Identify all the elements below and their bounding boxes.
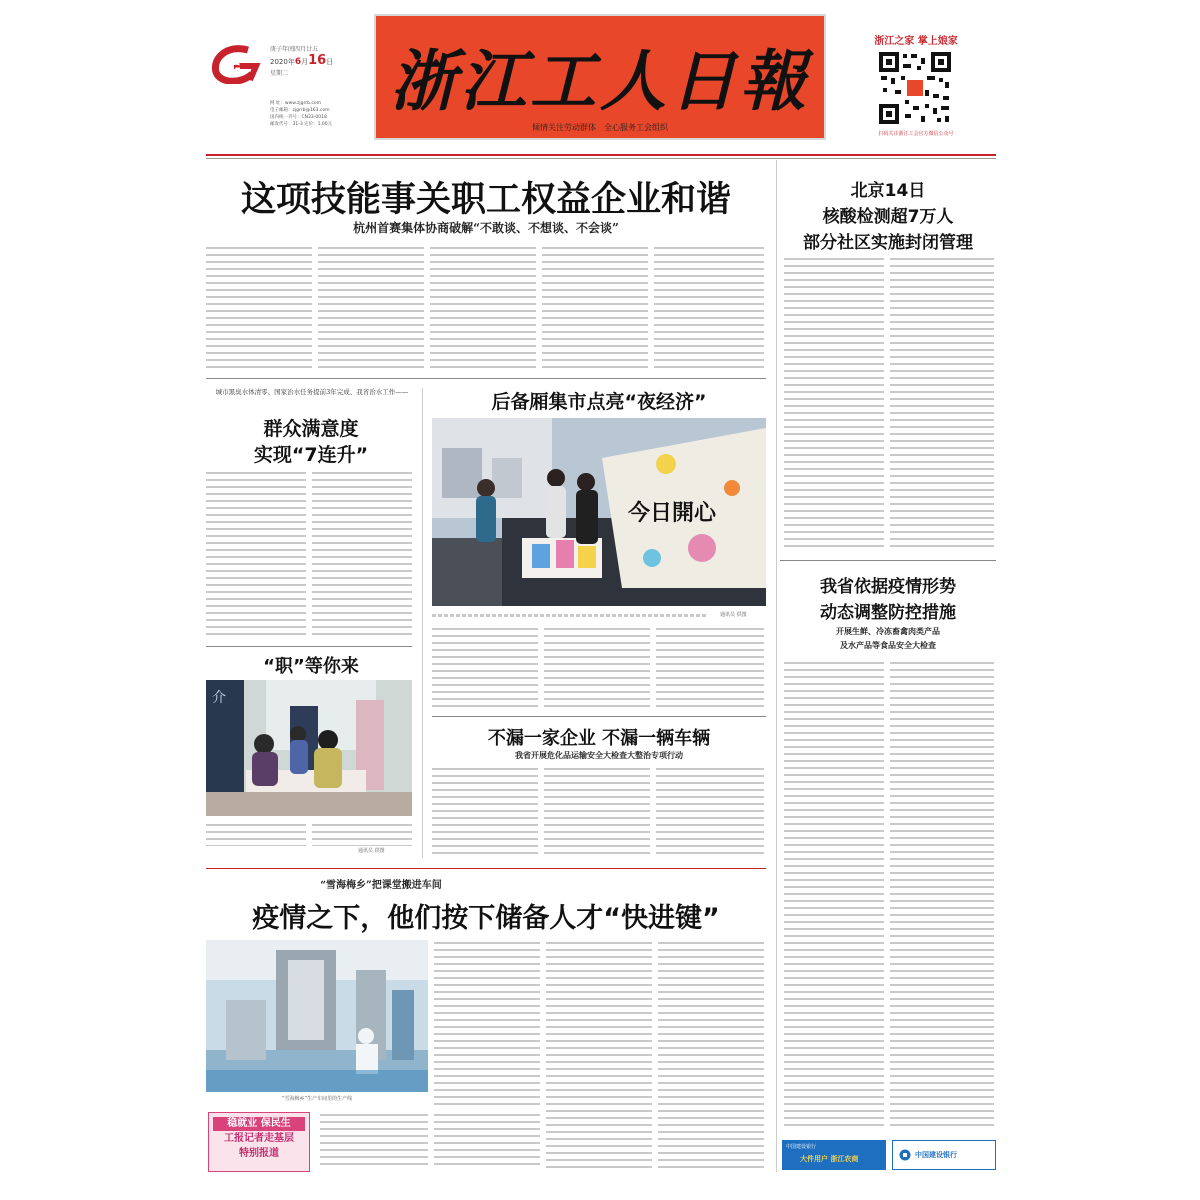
banner-line3: 特别报道: [239, 1148, 279, 1159]
qr-caption: 扫码关注浙江工会官方微信公众号: [878, 131, 954, 137]
night-market-text: [656, 626, 764, 712]
special-report-banner[interactable]: [208, 1112, 310, 1172]
lead-story-text: [318, 245, 424, 373]
contact-line: 邮发代号：31-3 定价：1.00元: [270, 122, 333, 127]
svg-text:G: G: [228, 59, 242, 78]
talent-photo-caption: “雪海梅乡”生产车间里的生产线: [281, 1096, 353, 1102]
job-story-text: [206, 822, 306, 846]
hazmat-text: [544, 766, 650, 858]
night-market-sign: 今日開心: [628, 501, 717, 526]
masthead: [0, 0, 1200, 150]
section-divider: [432, 716, 766, 717]
lead-story-text: [206, 245, 312, 373]
province-title-line2: 动态调整防控措施: [820, 603, 956, 623]
lead-story-text: [430, 245, 536, 373]
bank-logo-icon: [899, 1149, 911, 1161]
contact-line: 网 址：www.zjgrrb.com: [270, 101, 321, 106]
right-column-divider: [776, 160, 777, 1172]
hazmat-text: [432, 766, 538, 858]
contact-line: 电子邮箱：zjgrrb@163.com: [270, 108, 330, 113]
ad-left-tag: 中国建设银行: [786, 1144, 817, 1150]
province-subtitle-line1: 开展生鲜、冷冻畜禽肉类产品: [836, 626, 940, 636]
night-market-title: 后备厢集市点亮“夜经济”: [491, 391, 707, 413]
date-day-unit: 日: [326, 58, 334, 66]
lead-story-text: [542, 245, 648, 373]
lead-story-subtitle: 杭州首赛集体协商破解“不敢谈、不想谈、不会谈”: [353, 221, 619, 235]
lead-story-title: 这项技能事关职工权益企业和谐: [240, 180, 731, 220]
lead-story-text: [654, 245, 764, 373]
night-market-text: [544, 626, 650, 712]
column-divider: [422, 388, 423, 858]
newspaper-logo-icon: [208, 44, 264, 84]
talent-kicker: “雪海梅乡”把课堂搬进车间: [320, 880, 442, 891]
talent-title: 疫情之下，他们按下储备人才“快进键”: [252, 903, 720, 934]
job-photo-credit: 通讯员 供图: [358, 848, 385, 854]
qr-title: 浙江之家 掌上娘家: [874, 36, 958, 47]
date-month: 6: [294, 57, 302, 67]
talent-text: [658, 940, 764, 1170]
beijing-title-line1: 北京14日: [850, 181, 926, 201]
banner-line2: 工报记者走基层: [224, 1133, 294, 1144]
weekday: 星期二: [270, 70, 289, 77]
issue-line: 庚子年闰四月廿五: [270, 46, 319, 53]
ad-right-text: 中国建设银行: [915, 1151, 957, 1159]
satisfaction-title-line1: 群众满意度: [263, 418, 359, 440]
section-divider-red: [206, 868, 766, 869]
hazmat-text: [656, 766, 764, 858]
date-day: 16: [308, 53, 327, 68]
masthead-slogan: 倾情关注劳动群体 全心服务工会组织: [532, 123, 668, 132]
ad-left[interactable]: [782, 1140, 886, 1170]
date-month-unit: 月: [301, 58, 309, 66]
talent-text: [320, 1112, 428, 1170]
province-title-line1: 我省依据疫情形势: [820, 577, 956, 597]
banner-line1: 稳就业 保民生: [213, 1117, 305, 1131]
section-divider: [780, 560, 996, 561]
job-story-title: “职”等你来: [263, 656, 359, 677]
province-text: [784, 660, 884, 1130]
beijing-text: [784, 256, 884, 552]
masthead-title: 浙江工人日報: [390, 42, 810, 120]
night-market-credit: 通讯员 供图: [720, 612, 747, 618]
contact-line: 国内统一刊号：CN33-0018: [270, 115, 327, 120]
svg-text:介: 介: [212, 690, 226, 706]
province-subtitle-line2: 及水产品等食品安全大检查: [840, 640, 936, 650]
qr-code-icon: [877, 50, 953, 126]
talent-text: [546, 940, 652, 1170]
satisfaction-kicker: 城市黑臭水体清零、国家治水任务提前3年完成、我省治水工作——: [215, 388, 409, 396]
night-market-text: [432, 626, 538, 712]
section-divider: [206, 378, 766, 379]
hazmat-title: 不漏一家企业 不漏一辆车辆: [487, 728, 711, 749]
talent-photo: [206, 940, 428, 1092]
job-story-text: [312, 822, 412, 846]
ad-right[interactable]: [892, 1140, 996, 1170]
beijing-title-line3: 部分社区实施封闭管理: [803, 233, 973, 253]
job-fair-photo: [206, 680, 412, 816]
satisfaction-text: [206, 470, 306, 640]
section-divider: [206, 646, 412, 647]
satisfaction-text: [312, 470, 412, 640]
beijing-text: [890, 256, 994, 552]
night-market-caption-rule: [432, 614, 708, 617]
masthead-rule: [206, 154, 996, 156]
ad-left-text: 大件用户 浙江农商: [800, 1155, 859, 1163]
night-market-photo: [432, 418, 766, 606]
contact-block: [270, 100, 370, 128]
hazmat-subtitle: 我省开展危化品运输安全大检查大整治专项行动: [515, 750, 683, 760]
talent-text: [434, 940, 540, 1110]
talent-text: [434, 1112, 540, 1170]
masthead-rule-thin: [206, 158, 996, 159]
province-text: [890, 660, 994, 1130]
issue-date: [270, 53, 333, 68]
beijing-title-line2: 核酸检测超7万人: [822, 207, 954, 227]
satisfaction-title-line2: 实现“7连升”: [253, 444, 369, 466]
date-year: 2020年: [270, 58, 295, 66]
masthead-title-block: [374, 14, 826, 140]
